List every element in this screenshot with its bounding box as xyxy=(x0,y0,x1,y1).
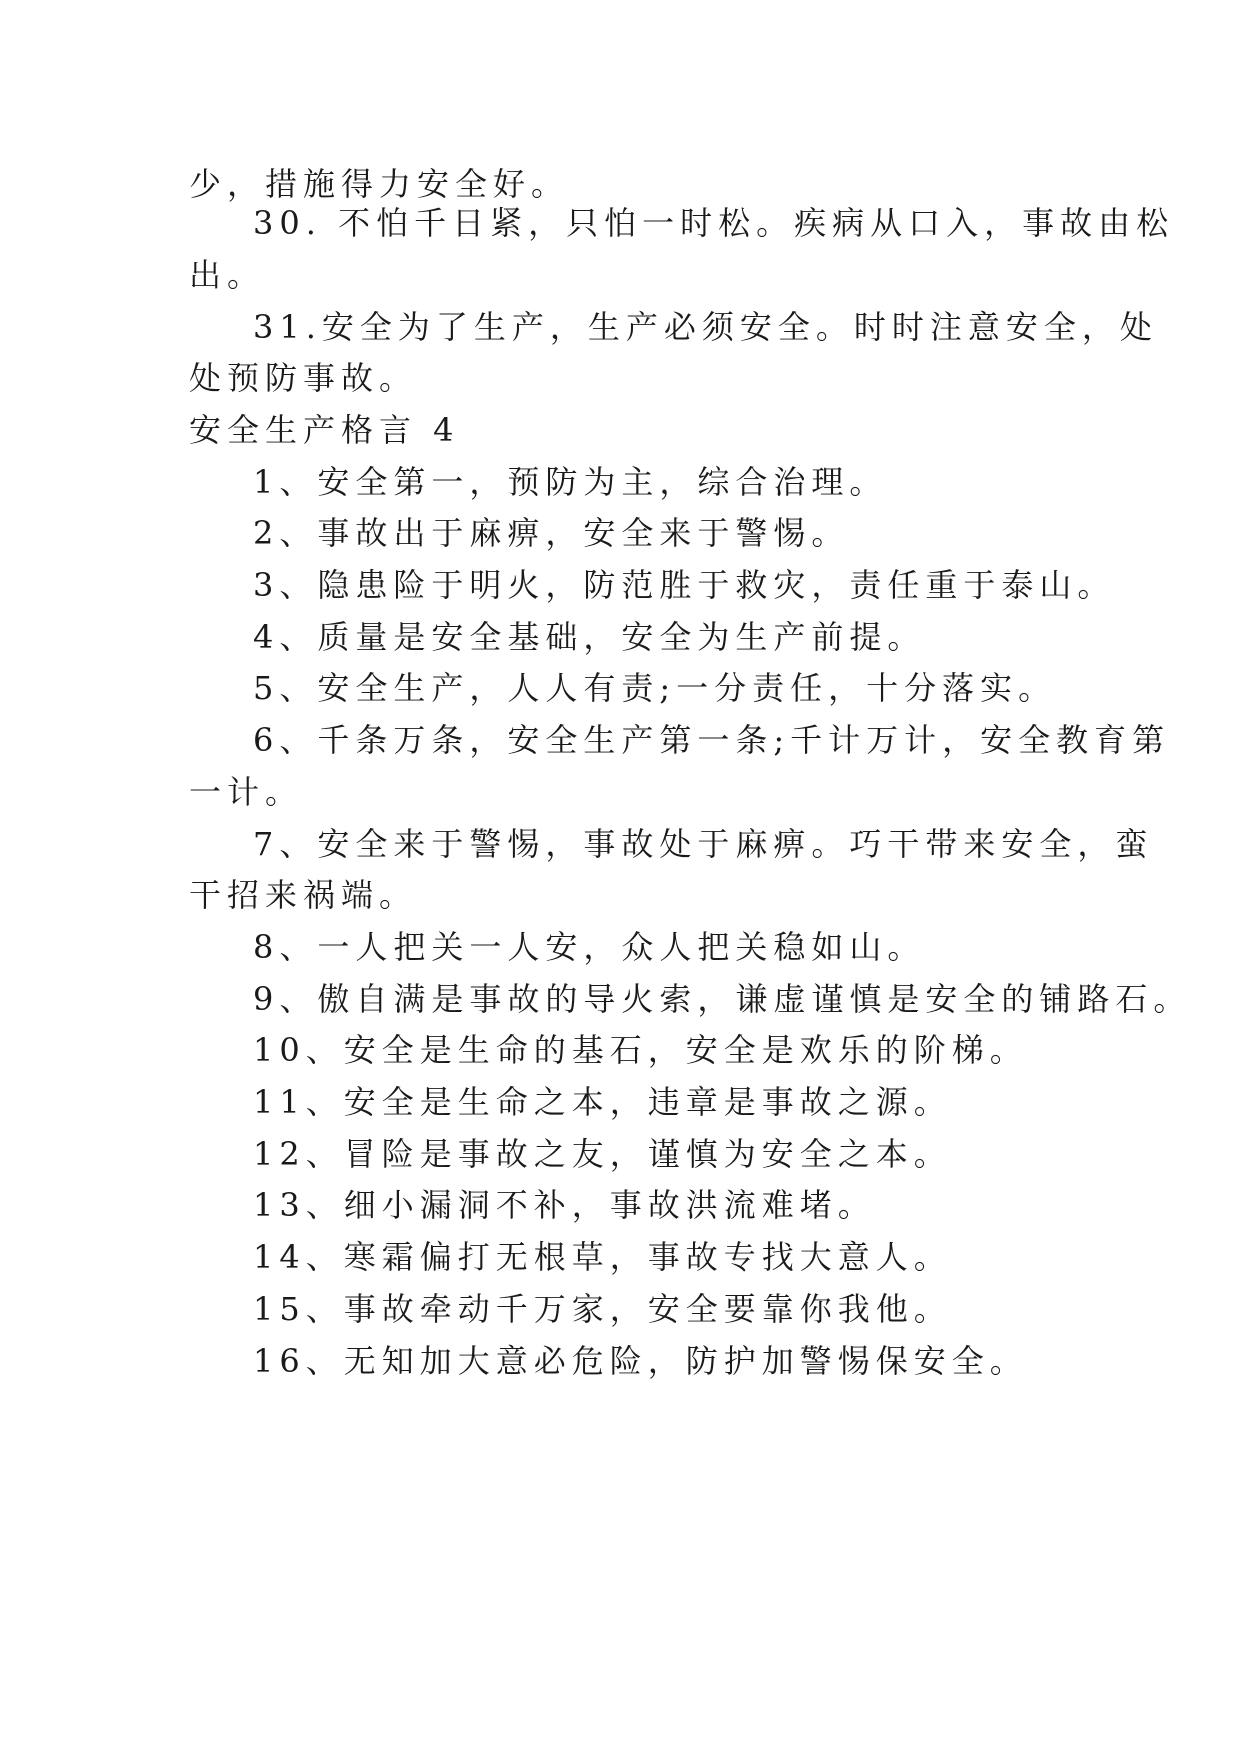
list-item: 16、无知加大意必危险，防护加警惕保安全。 xyxy=(253,1342,1028,1380)
list-item: 14、寒霜偏打无根草，事故专找大意人。 xyxy=(253,1238,952,1276)
list-item: 3、隐患险于明火，防范胜于救灾，责任重于泰山。 xyxy=(253,566,1116,604)
text-line: 30. 不怕千日紧，只怕一时松。疾病从口入，事故由松 xyxy=(253,204,1175,242)
list-item: 6、千条万条，安全生产第一条;千计万计，安全教育第 xyxy=(253,721,1171,759)
list-item: 5、安全生产，人人有责;一分责任，十分落实。 xyxy=(253,669,1057,707)
list-item: 13、细小漏洞不补，事故洪流难堵。 xyxy=(253,1186,876,1224)
list-item: 4、质量是安全基础，安全为生产前提。 xyxy=(253,618,926,656)
list-item: 1、安全第一，预防为主，综合治理。 xyxy=(253,463,888,501)
text-line: 处预防事故。 xyxy=(189,359,418,397)
text-line: 31.安全为了生产，生产必须安全。时时注意安全，处 xyxy=(253,308,1158,346)
list-item: 11、安全是生命之本，违章是事故之源。 xyxy=(253,1083,952,1121)
list-item: 7、安全来于警惕，事故处于麻痹。巧干带来安全，蛮 xyxy=(253,825,1154,863)
text-line: 少，措施得力安全好。 xyxy=(189,165,570,203)
list-item: 8、一人把关一人安，众人把关稳如山。 xyxy=(253,928,926,966)
list-item: 2、事故出于麻痹，安全来于警惕。 xyxy=(253,514,850,552)
text-line: 出。 xyxy=(189,256,266,294)
list-item: 10、安全是生命的基石，安全是欢乐的阶梯。 xyxy=(253,1031,1028,1069)
text-line: 一计。 xyxy=(189,773,304,811)
list-item: 15、事故牵动千万家，安全要靠你我他。 xyxy=(253,1290,952,1328)
list-item: 12、冒险是事故之友，谨慎为安全之本。 xyxy=(253,1135,952,1173)
text-line: 干招来祸端。 xyxy=(189,876,418,914)
section-heading: 安全生产格言 4 xyxy=(189,411,460,449)
list-item: 9、傲自满是事故的导火索，谦虚谨慎是安全的铺路石。 xyxy=(253,980,1192,1018)
